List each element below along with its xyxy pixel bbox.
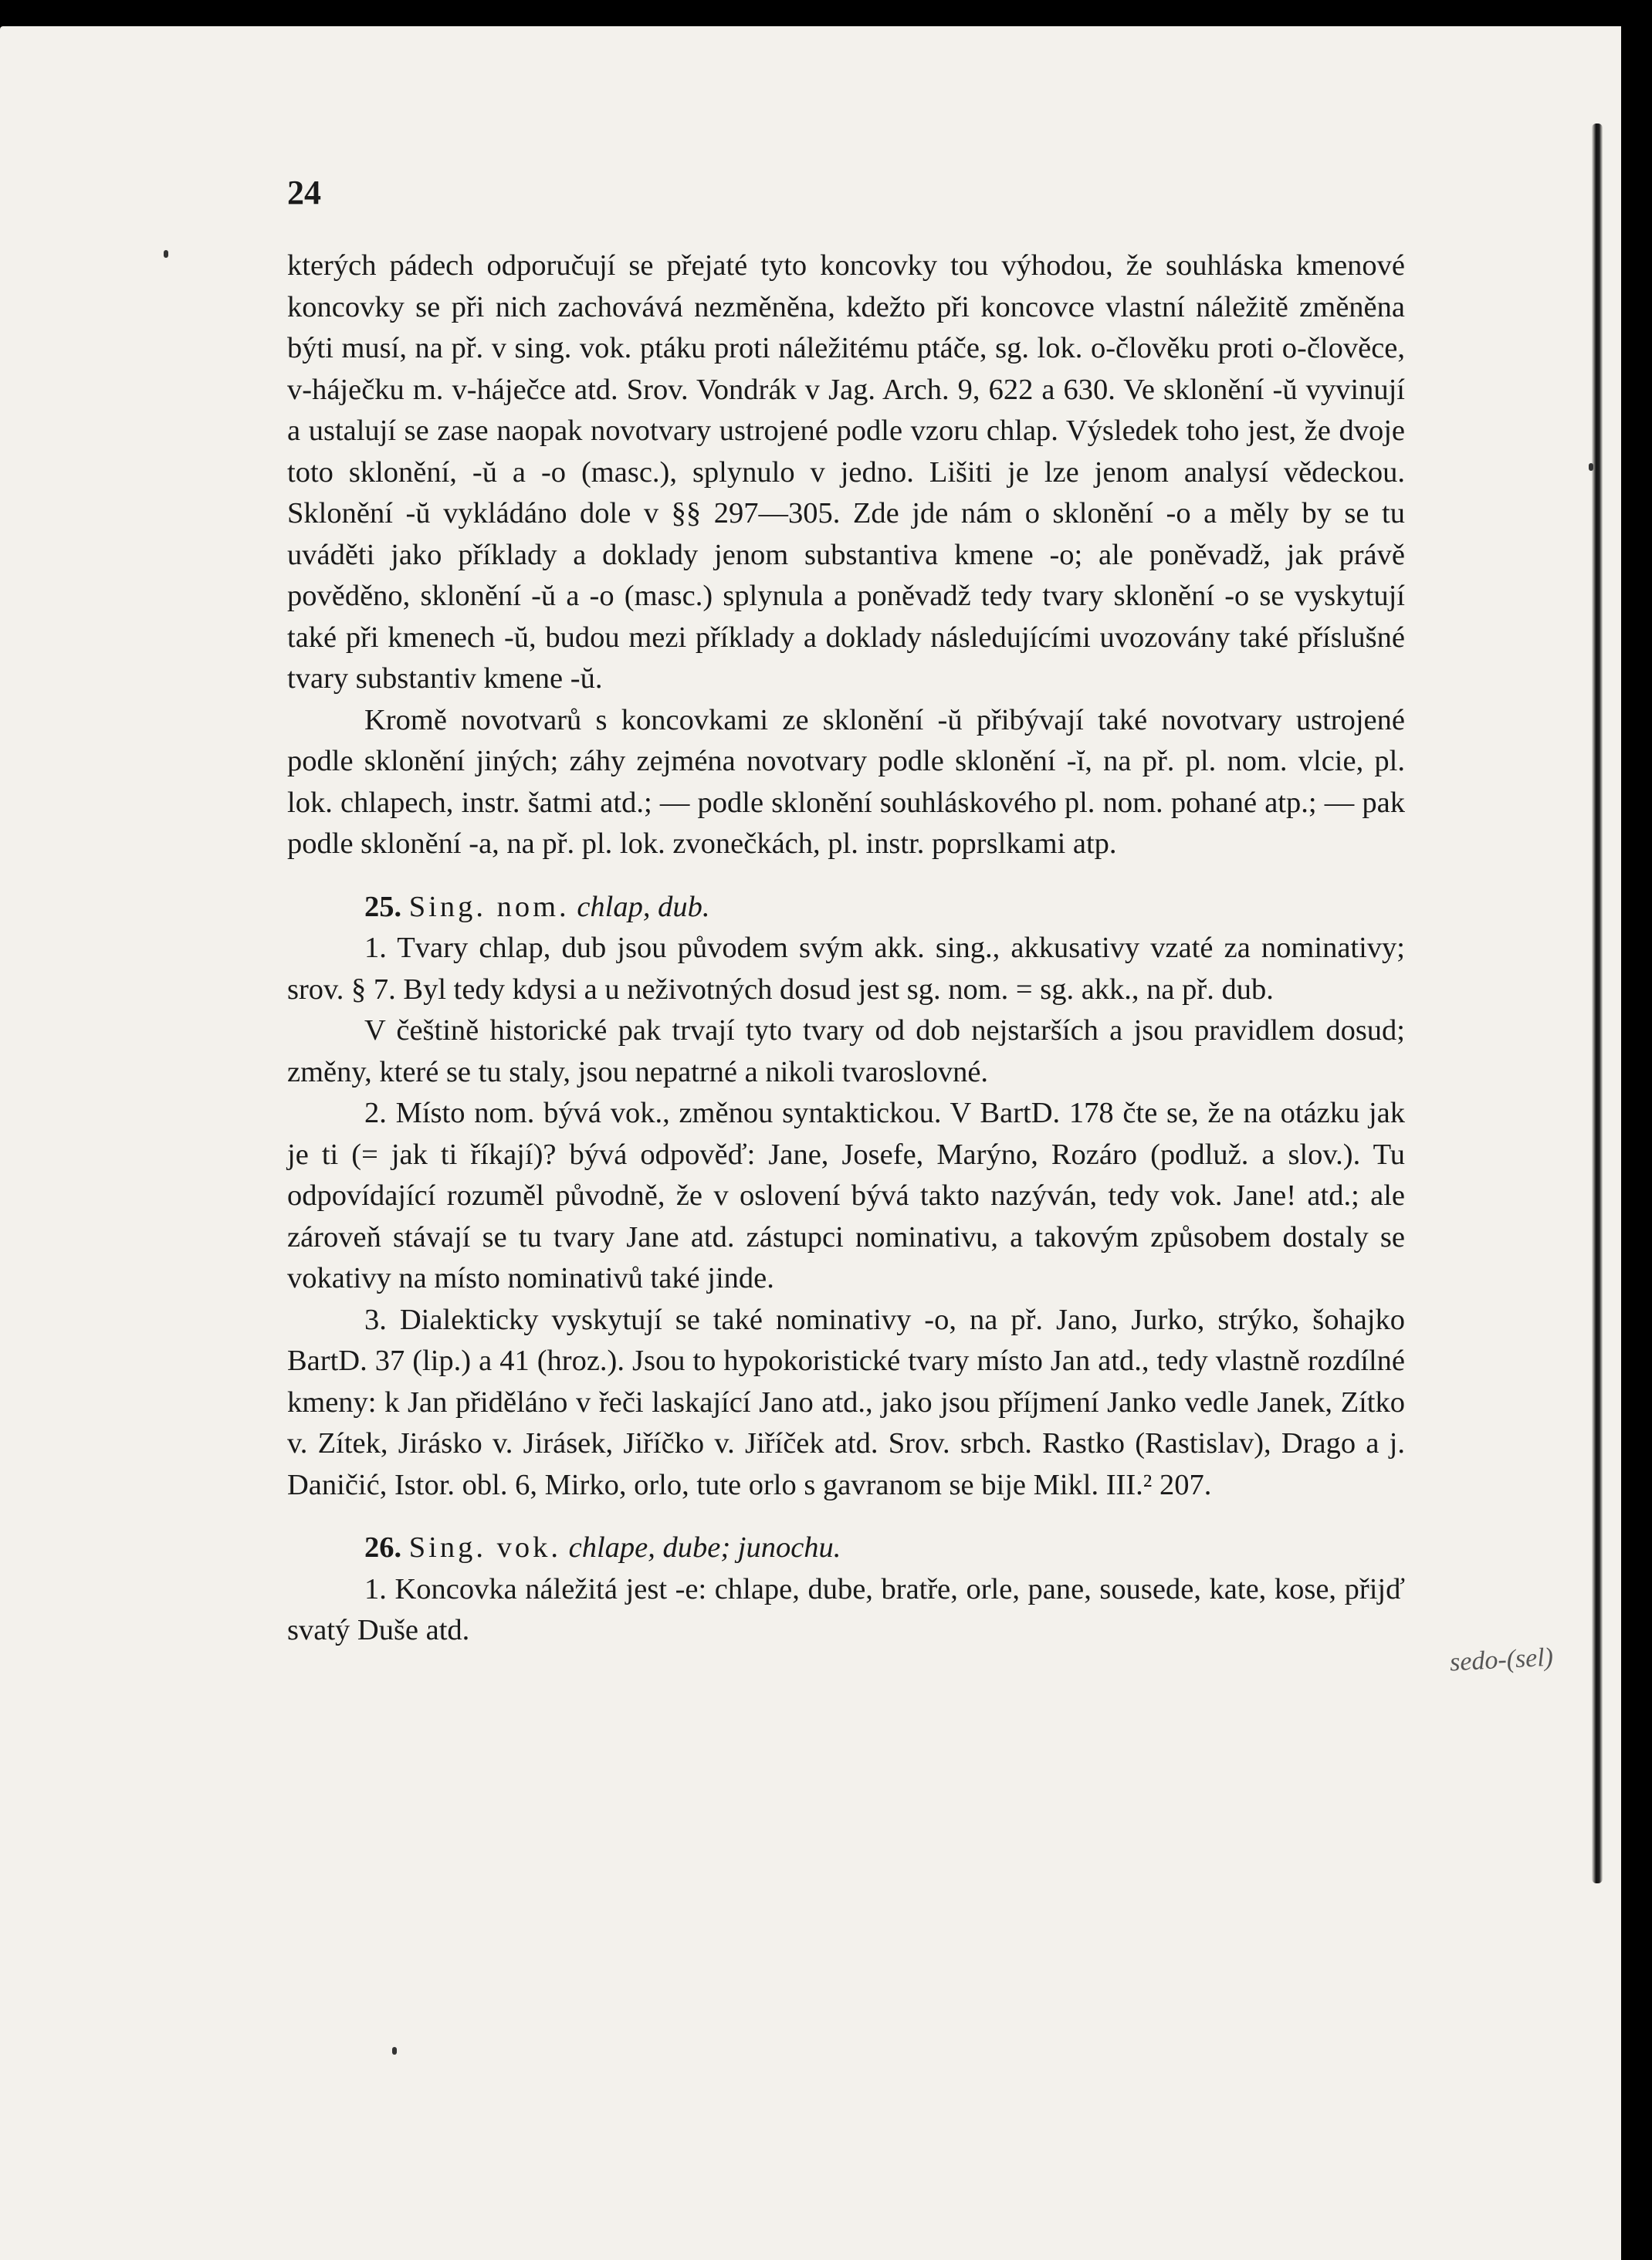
section-26-heading <box>287 1528 1405 1569</box>
section-26-item-1: 1. Koncovka náležitá jest -e: chlape, dube, bratře, orle, pane, sousede, kate, kose, přijď svatý Duše atd. <box>287 1572 1405 1646</box>
section-26-number: 26. <box>364 1531 402 1564</box>
section-26-forms: chlape, dube; junochu. <box>568 1531 841 1564</box>
binding-edge <box>1592 123 1603 1883</box>
ink-fleck <box>392 2047 397 2055</box>
handwritten-margin-note: sedo-(sel) <box>1449 1643 1554 1677</box>
ink-fleck <box>164 250 168 258</box>
section-25-heading <box>287 887 1405 929</box>
section-25-item-2: 2. Místo nom. bývá vok., změnou syntaktickou. V BartD. 178 čte se, že na otázku jak je ti (= jak ti říkají)? bývá odpověď: Jane, Josefe, Marýno, Rozáro (podluž. a slov.). Tu odpovídající rozuměl původně, že v oslovení bývá takto nazýván, tedy vok. Jane! atd.; ale zároveň stávají se tu tvary Jane atd. zástupci nominativu, a takovým způsobem dostaly se vokativy na místo nominativů také jinde. <box>287 1097 1405 1294</box>
section-26-title: Sing. vok. <box>408 1531 561 1564</box>
section-25-forms: chlap, dub. <box>577 890 710 923</box>
section-25-number: 25. <box>364 890 402 923</box>
section-25-item-3: 3. Dialekticky vyskytují se také nominativy -o, na př. Jano, Jurko, strýko, šohajko BartD. 37 (lip.) a 41 (hroz.). Jsou to hypokoristické tvary místo Jan atd., tedy vlastně rozdílné kmeny: k Jan přiděláno v řeči laskající Jano atd., jako jsou příjmení Janko vedle Janek, Zítko v. Zítek, Jirásko v. Jirásek, Jiříčko v. Jiříček atd. Srov. srbch. Rastko (Rastislav), Drago a j. Daničić, Istor. obl. 6, Mirko, orlo, tute orlo s gavranom se bije Mikl. III.² 207. <box>287 1303 1405 1501</box>
page-body <box>287 245 1405 1652</box>
paragraph-1: kterých pádech odporučují se přejaté tyto koncovky tou výhodou, že souhláska kmenové koncovky se při nich zachovává nezměněna, kdežto při koncovce vlastní náležitě změněna býti musí, na př. v sing. vok. ptáku proti náležitému ptáče, sg. lok. o-člověku proti o-člověce, v-háječku m. v-háječce atd. Srov. Vondrák v Jag. Arch. 9, 622 a 630. Ve sklonění -ŭ vyvinují a ustalují se zase naopak novotvary ustrojené podle vzoru chlap. Výsledek toho jest, že dvoje toto sklonění, -ŭ a -o (masc.), splynulo v jedno. Lišiti je lze jenom analysí vědeckou. Sklonění -ŭ vykládáno dole v §§ 297—305. Zde jde nám o sklonění -o a měly by se tu uváděti jako příklady a doklady jenom substantiva kmene -o; ale poněvadž, jak právě pověděno, sklonění -ŭ a -o (masc.) splynula a poněvadž tedy tvary sklonění -o se vyskytují také při kmenech -ŭ, budou mezi příklady a doklady následujícími uvozovány také příslušné tvary substantiv kmene -ŭ. <box>287 249 1405 695</box>
paragraph-2: Kromě novotvarů s koncovkami ze sklonění -ŭ přibývají také novotvary ustrojené podle sklonění jiných; záhy zejména novotvary podle sklonění -ĭ, na př. pl. nom. vlcie, pl. lok. chlapech, instr. šatmi atd.; — podle sklonění souhláskového pl. nom. pohané atp.; — pak podle sklonění -a, na př. pl. lok. zvonečkách, pl. instr. poprslkami atp. <box>287 703 1405 860</box>
page-number: 24 <box>287 174 321 211</box>
ink-fleck <box>1589 463 1593 471</box>
section-25-item-1b: V češtině historické pak trvají tyto tvary od dob nejstarších a jsou pravidlem dosud; změny, které se tu staly, jsou nepatrné a nikoli tvaroslovné. <box>287 1014 1405 1088</box>
section-25-title: Sing. nom. <box>408 890 570 923</box>
section-25-item-1: 1. Tvary chlap, dub jsou původem svým akk. sing., akkusativy vzaté za nominativy; srov. § 7. Byl tedy kdysi a u neživotných dosud jest sg. nom. = sg. akk., na př. dub. <box>287 932 1405 1006</box>
